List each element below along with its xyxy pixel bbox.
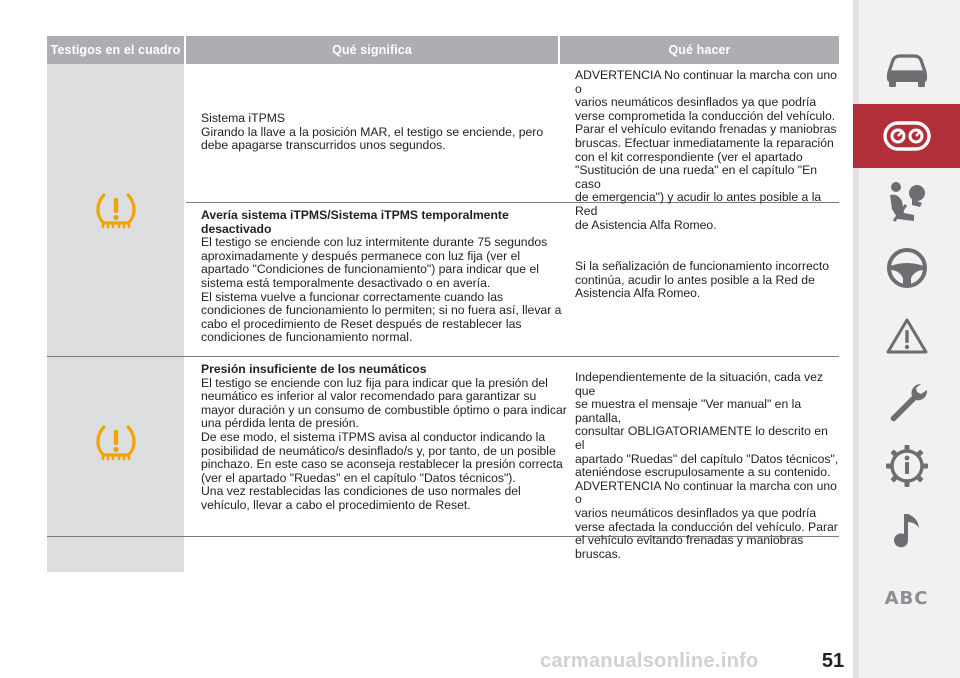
- chapter-tab-safety[interactable]: [853, 170, 960, 234]
- row-3-action: Independientemente de la situación, cada vez que se muestra el mensaje "Ver manual" en la pantalla, consultar OBLIGATORIAMENTE lo descrito en el apartado "Ruedas" del capítulo "Datos técnicos", ateniéndose escrupulosamente a su contenido. ADVERTENCIA No continuar la marcha con uno o varios neumáticos desinflados ya que podría verse afectada la conducción del vehículo. Parar el vehículo evitando frenadas y maniobras bruscas.: [575, 370, 839, 561]
- watermark: carmanualsonline.info: [540, 650, 759, 672]
- row-1-action: ADVERTENCIA No continuar la marcha con uno o varios neumáticos desinflados ya que podría verse comprometida la conducción del vehículo. Parar el vehículo evitando frenadas y maniobras bruscas. Efectuar inmediatamente la reparación con el kit correspondiente (ver el apartado "Sustitución de una rueda" en el capítulo "En caso de emergencia") y acudir lo antes posible a la Red de Asistencia Alfa Romeo.: [575, 68, 837, 232]
- chapter-tab-car[interactable]: [853, 38, 960, 102]
- music-note-icon: [889, 510, 925, 554]
- gear-info-icon: [884, 443, 930, 489]
- chapter-tab-driving[interactable]: [853, 236, 960, 300]
- row-3-meaning: Presión insuficiente de los neumáticos El testigo se enciende con luz fija para indicar que la presión del neumático es inferior al valor recomendado para garantizar su mayor duración y un consumo de combustible óptimo o para indicar una pérdida lenta de presión. De ese modo, el sistema iTPMS avisa al conductor indicando la posibilidad de neumático/s desinflado/s y, por tanto, de un posible pinchazo. En este caso se aconseja restablecer la presión correcta (ver el apartado "Ruedas" en el capítulo "Datos técnicos"). Una vez restablecidas las condiciones de uso normales del vehículo, llevar a cabo el procedimiento de Reset.: [201, 362, 567, 512]
- car-icon: [883, 50, 931, 90]
- row-2-meaning: Avería sistema iTPMS/Sistema iTPMS temporalmente desactivado El testigo se enciende con luz intermitente durante 75 segundos aproximadamente y después permanece con luz fija (ver el apartado "Condiciones de funcionamiento") para indicar que el sistema está temporalmente desactivado o en avería. El sistema vuelve a funcionar correctamente cuando las condiciones de funcionamiento lo permiten; si no fuera así, llevar a cabo el procedimiento de Reset después de restablecer las condiciones de funcionamiento normal.: [201, 208, 562, 345]
- page-number: 51: [821, 649, 845, 672]
- wrench-icon: [885, 380, 929, 424]
- header-action: Qué hacer: [560, 36, 839, 64]
- chapter-tab-dashboard[interactable]: [853, 104, 960, 168]
- row-2-action: Si la señalización de funcionamiento incorrecto continúa, acudir lo antes posible a la Red de Asistencia Alfa Romeo.: [575, 259, 830, 301]
- chapter-tab-multimedia[interactable]: [853, 500, 960, 564]
- airbag-passenger-icon: [884, 179, 930, 225]
- header-warning-lights: Testigos en el cuadro: [47, 36, 184, 64]
- chapter-tab-emergency[interactable]: [853, 304, 960, 368]
- tyre-pressure-warning-icon: [91, 417, 141, 467]
- header-meaning: Qué significa: [186, 36, 558, 64]
- tyre-pressure-warning-icon: [91, 185, 141, 235]
- warning-triangle-icon: [885, 316, 929, 356]
- steering-wheel-icon: [885, 246, 929, 290]
- dashboard-icon: [882, 118, 932, 154]
- row-divider: [47, 356, 839, 357]
- chapter-tab-technical-data[interactable]: [853, 434, 960, 498]
- chapter-tab-maintenance[interactable]: [853, 370, 960, 434]
- row-1-meaning: Sistema iTPMS Girando la llave a la posición MAR, el testigo se enciende, pero debe apagarse transcurridos unos segundos.: [201, 111, 544, 153]
- index-label: ABC: [884, 587, 929, 609]
- chapter-tab-index[interactable]: [853, 566, 960, 630]
